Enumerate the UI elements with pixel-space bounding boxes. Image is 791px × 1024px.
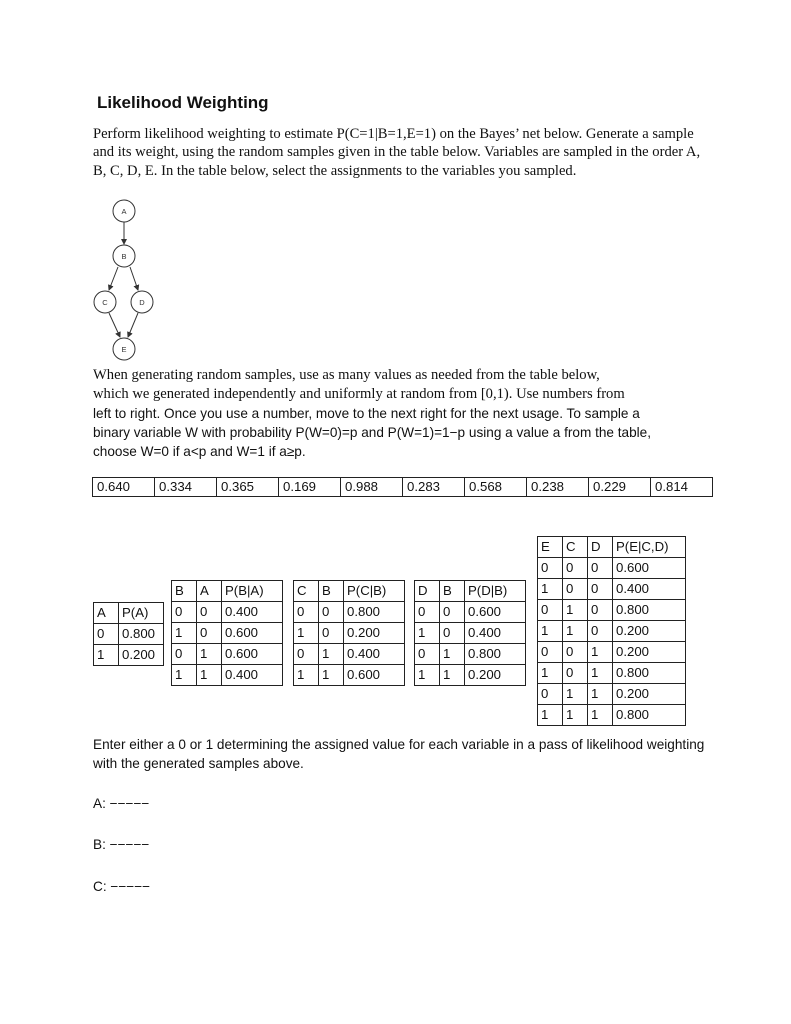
answer-b[interactable] [93, 837, 149, 852]
table-cell: 1 [197, 644, 222, 665]
table-cell: 0 [538, 600, 563, 621]
random-samples-table [92, 477, 713, 497]
table-row [294, 644, 405, 665]
table-row [538, 558, 686, 579]
table-cell: 1 [588, 663, 613, 684]
table-cell: 1 [172, 623, 197, 644]
table-row [415, 644, 526, 665]
node-d [131, 291, 153, 313]
answer-label: C: [93, 879, 107, 894]
table-cell: 0 [563, 663, 588, 684]
table-header-cell: D [588, 537, 613, 558]
table-header-row [94, 603, 164, 624]
table-row [94, 645, 164, 666]
table-cell: 0 [294, 644, 319, 665]
cpt-e-given-c-d-table [537, 536, 686, 726]
table-row [538, 579, 686, 600]
table-cell: 0.800 [613, 705, 686, 726]
table-cell: 0.200 [613, 684, 686, 705]
table-cell: 1 [440, 665, 465, 686]
table-row [538, 684, 686, 705]
table-row [172, 623, 283, 644]
table-row [538, 663, 686, 684]
table-cell: 1 [172, 665, 197, 686]
table-cell: 0.600 [222, 623, 283, 644]
table-cell: 0.400 [344, 644, 405, 665]
edge-b-d [130, 267, 138, 290]
answer-label: B: [93, 837, 106, 852]
table-row [294, 602, 405, 623]
table-cell: 0 [440, 602, 465, 623]
table-cell: 0.600 [613, 558, 686, 579]
table-row [538, 705, 686, 726]
instruction-line: binary variable W with probability P(W=0)=p and P(W=1)=1−p using a value a from the table, [93, 425, 652, 440]
table-cell: 1 [319, 644, 344, 665]
node-b [113, 245, 135, 267]
table-header-cell: A [94, 603, 119, 624]
table-cell: 0.400 [222, 602, 283, 623]
edge-b-c [109, 267, 118, 290]
random-sample-cell: 0.229 [589, 478, 651, 497]
svg-text:B: B [121, 252, 127, 261]
table-cell: 1 [563, 621, 588, 642]
intro-paragraph: Perform likelihood weighting to estimate P(C=1|B=1,E=1) on the Bayes’ net below. Generate a sample and its weight, using the random samples given in the table below. Variables are sampled in the order A, B, C, D, E. In the table below, select the assignments to the variables you sampled. [93, 126, 701, 179]
table-cell: 1 [197, 665, 222, 686]
table-header-cell: P(D|B) [465, 581, 526, 602]
table-cell: 1 [563, 684, 588, 705]
random-sample-cell: 0.365 [217, 478, 279, 497]
instruction-line: choose W=0 if a<p and W=1 if a≥p. [93, 444, 306, 459]
table-header-cell: B [440, 581, 465, 602]
table-header-row [415, 581, 526, 602]
table-row [415, 665, 526, 686]
table-header-cell: P(C|B) [344, 581, 405, 602]
table-cell: 0 [563, 558, 588, 579]
node-a [113, 200, 135, 222]
table-cell: 0 [588, 621, 613, 642]
table-cell: 1 [319, 665, 344, 686]
table-cell: 0 [440, 623, 465, 644]
table-cell: 1 [294, 623, 319, 644]
random-sample-cell: 0.334 [155, 478, 217, 497]
cpt-b-given-a-table [171, 580, 283, 686]
cpt-c-given-b-table [293, 580, 405, 686]
svg-text:D: D [139, 298, 145, 307]
table-cell: 0 [538, 642, 563, 663]
edge-c-e [109, 313, 120, 337]
table-cell: 0 [294, 602, 319, 623]
table-cell: 0.800 [344, 602, 405, 623]
instruction-line: left to right. Once you use a number, move to the next right for the next usage. To sample a [93, 406, 640, 421]
table-cell: 0.600 [344, 665, 405, 686]
table-cell: 0.200 [613, 642, 686, 663]
table-row [172, 665, 283, 686]
table-cell: 1 [294, 665, 319, 686]
table-header-cell: C [294, 581, 319, 602]
table-cell: 0 [415, 644, 440, 665]
svg-text:C: C [102, 298, 108, 307]
table-cell: 1 [538, 621, 563, 642]
table-header-cell: A [197, 581, 222, 602]
table-cell: 0 [563, 642, 588, 663]
node-c [94, 291, 116, 313]
table-cell: 1 [538, 705, 563, 726]
table-cell: 0.800 [613, 600, 686, 621]
table-cell: 0.800 [465, 644, 526, 665]
table-header-cell: D [415, 581, 440, 602]
table-cell: 0 [197, 623, 222, 644]
table-cell: 0.200 [465, 665, 526, 686]
table-row [294, 665, 405, 686]
table-cell: 0 [94, 624, 119, 645]
table-cell: 0 [319, 602, 344, 623]
question-text: Enter either a 0 or 1 determining the assigned value for each variable in a pass of likelihood weighting with the generated samples above. [93, 737, 705, 771]
sampling-instructions [93, 366, 713, 461]
table-cell: 1 [588, 642, 613, 663]
table-cell: 1 [538, 579, 563, 600]
answer-blank[interactable]: −−−−− [110, 879, 151, 894]
table-cell: 0 [172, 602, 197, 623]
instruction-line: When generating random samples, use as many values as needed from the table below, [93, 367, 600, 383]
bayes-net-diagram [90, 198, 170, 368]
table-cell: 0 [588, 558, 613, 579]
table-row [94, 624, 164, 645]
table-header-cell: B [319, 581, 344, 602]
table-header-row [294, 581, 405, 602]
table-cell: 0.400 [222, 665, 283, 686]
table-cell: 1 [415, 623, 440, 644]
table-cell: 0.600 [465, 602, 526, 623]
table-row [172, 644, 283, 665]
table-row [93, 478, 713, 497]
table-row [415, 623, 526, 644]
table-cell: 0 [415, 602, 440, 623]
table-row [538, 621, 686, 642]
random-sample-cell: 0.640 [93, 478, 155, 497]
table-cell: 1 [94, 645, 119, 666]
table-header-cell: B [172, 581, 197, 602]
table-cell: 1 [415, 665, 440, 686]
answer-blank[interactable]: −−−−− [109, 796, 150, 811]
table-cell: 0.200 [613, 621, 686, 642]
table-header-cell: P(B|A) [222, 581, 283, 602]
cpt-a-table [93, 602, 164, 666]
table-header-cell: E [538, 537, 563, 558]
answer-blank[interactable]: −−−−− [109, 837, 150, 852]
answer-label: A: [93, 796, 106, 811]
table-cell: 1 [588, 684, 613, 705]
table-cell: 0.400 [613, 579, 686, 600]
table-cell: 1 [538, 663, 563, 684]
table-cell: 0 [319, 623, 344, 644]
table-cell: 0 [172, 644, 197, 665]
table-row [415, 602, 526, 623]
table-header-row [538, 537, 686, 558]
random-sample-cell: 0.283 [403, 478, 465, 497]
table-cell: 1 [440, 644, 465, 665]
edge-d-e [128, 313, 138, 337]
table-header-row [172, 581, 283, 602]
table-row [172, 602, 283, 623]
table-cell: 1 [588, 705, 613, 726]
table-cell: 0.200 [344, 623, 405, 644]
table-cell: 1 [563, 705, 588, 726]
table-header-cell: P(E|C,D) [613, 537, 686, 558]
random-sample-cell: 0.568 [465, 478, 527, 497]
random-sample-cell: 0.814 [651, 478, 713, 497]
answer-a[interactable] [93, 796, 149, 811]
table-row [538, 642, 686, 663]
page-title: Likelihood Weighting [97, 93, 269, 112]
table-cell: 0 [538, 684, 563, 705]
table-cell: 0.800 [613, 663, 686, 684]
answer-c[interactable] [93, 879, 150, 894]
table-cell: 0 [588, 600, 613, 621]
table-cell: 0.800 [119, 624, 164, 645]
table-cell: 1 [563, 600, 588, 621]
instruction-line: which we generated independently and uniformly at random from [0,1). Use numbers from [93, 386, 625, 402]
random-sample-cell: 0.238 [527, 478, 589, 497]
table-cell: 0 [538, 558, 563, 579]
svg-text:A: A [121, 207, 127, 216]
svg-text:E: E [121, 345, 127, 354]
node-e [113, 338, 135, 360]
table-row [294, 623, 405, 644]
table-header-cell: P(A) [119, 603, 164, 624]
table-cell: 0 [563, 579, 588, 600]
table-cell: 0 [197, 602, 222, 623]
table-cell: 0 [588, 579, 613, 600]
table-cell: 0.200 [119, 645, 164, 666]
table-cell: 0.400 [465, 623, 526, 644]
cpt-d-given-b-table [414, 580, 526, 686]
table-header-cell: C [563, 537, 588, 558]
table-row [538, 600, 686, 621]
random-sample-cell: 0.169 [279, 478, 341, 497]
table-cell: 0.600 [222, 644, 283, 665]
random-sample-cell: 0.988 [341, 478, 403, 497]
